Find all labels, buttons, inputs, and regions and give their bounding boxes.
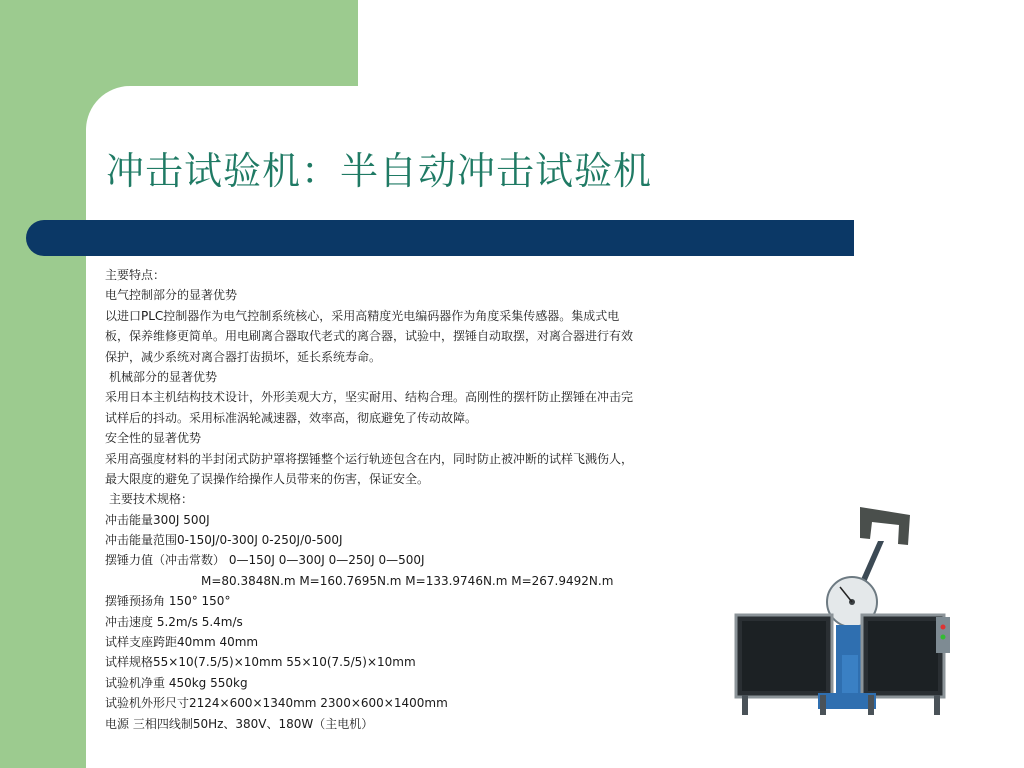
text-line: 主要技术规格： [109,492,194,507]
text-line: 主要特点： [105,268,166,282]
title-rule-bar [26,220,854,256]
text-line: 试样规格55×10(7.5/5)×10mm 55×10(7.5/5)×10mm [105,655,416,670]
text-line: 安全性的显著优势 [105,431,202,446]
text-line: 试样后的抖动。采用标准涡轮减速器，效率高，彻底避免了传动故障。 [105,410,478,425]
text-line: 以进口PLC控制器作为电气控制系统核心，采用高精度光电编码器作为角度采集传感器。集成式电 [105,308,620,323]
text-line: 冲击能量300J 500J [105,512,210,527]
text-line: 板，保养维修更简单。用电刷离合器取代老式的离合器，试验中，摆锤自动取摆，对离合器进行有效 [105,329,634,344]
text-line: 机械部分的显著优势 [109,369,218,384]
text-line: 最大限度的避免了误操作给操作人员带来的伤害，保证安全。 [105,471,430,486]
text-line: 采用日本主机结构技术设计，外形美观大方，坚实耐用、结构合理。高刚性的摆杆防止摆锤在冲击完 [105,390,634,405]
text-line: 试样支座跨距40mm 40mm [105,635,259,650]
text-line: 冲击能量范围0-150J/0-300J 0-250J/0-500J [105,533,343,548]
text-line: 电源 三相四线制50Hz、380V、180W（主电机） [105,716,374,731]
text-line: 保护，减少系统对离合器打齿损坏，延长系统寿命。 [105,349,382,364]
text-line: 摆锤预扬角 150° 150° [105,594,231,609]
slide-title: 冲击试验机：半自动冲击试验机 [106,149,653,193]
text-line: M=80.3848N.m M=160.7695N.m M=133.9746N.m M=267.9492N.m [201,573,614,588]
text-line: 试验机净重 450kg 550kg [105,675,248,690]
spec-text [105,265,745,734]
text-line: 摆锤力值（冲击常数） 0—150J 0—300J 0—250J 0—500J [105,553,425,568]
text-line: 试验机外形尺寸2124×600×1340mm 2300×600×1400mm [105,696,448,711]
text-line: 电气控制部分的显著优势 [105,288,238,303]
impact-testing-machine-icon [732,505,954,717]
text-line: 采用高强度材料的半封闭式防护罩将摆锤整个运行轨迹包含在内，同时防止被冲断的试样飞溅伤人， [105,451,634,466]
text-line: 冲击速度 5.2m/s 5.4m/s [105,614,243,629]
